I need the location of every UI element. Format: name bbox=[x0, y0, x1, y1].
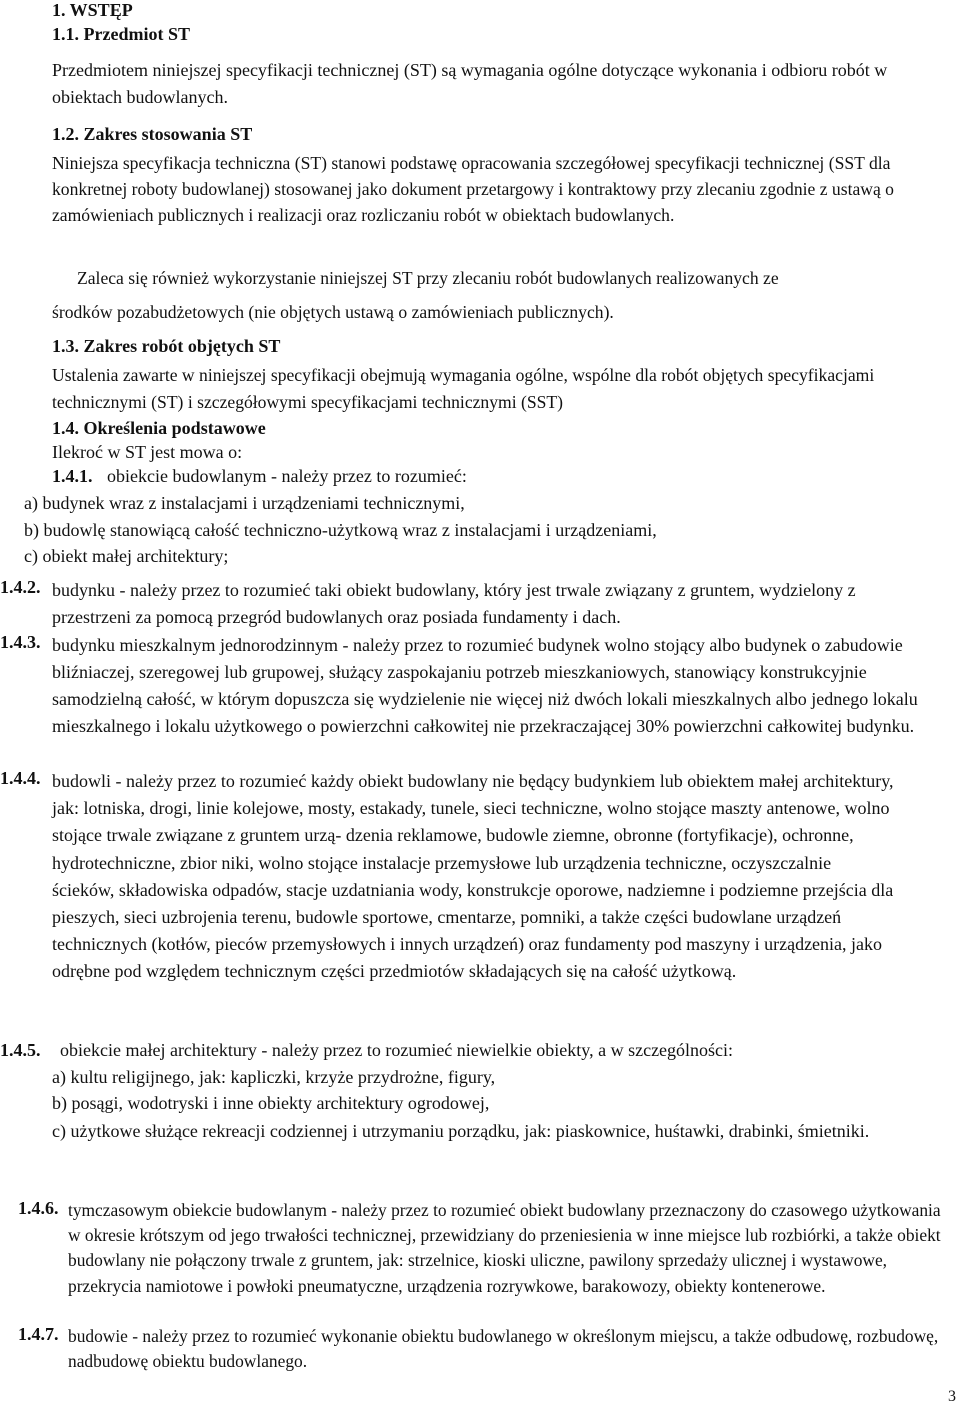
def-text-1-4-1: obiekcie budowlanym - należy przez to rozumieć: bbox=[107, 466, 467, 486]
def-text-1-4-5: obiekcie małej architektury - należy przez to rozumieć niewielkie obiekty, a w szczególności: bbox=[60, 1040, 734, 1060]
def-text-1-4-7: budowie - należy przez to rozumieć wykonanie obiektu budowlanego w określonym miejscu, a także odbudowę, rozbudowę, nadbudowę obiektu budowlanego. bbox=[68, 1326, 939, 1371]
paragraph-1-2b-line1: Zaleca się również wykorzystanie niniejszej ST przy zlecaniu robót budowlanych realizowanych ze bbox=[77, 268, 779, 288]
heading-1-2: 1.2. Zakres stosowania ST bbox=[52, 124, 253, 144]
def-1-4-5-item-b: b) posągi, wodotryski i inne obiekty architektury ogrodowej, bbox=[52, 1093, 490, 1113]
def-number-1-4-6: 1.4.6. bbox=[18, 1198, 59, 1218]
def-text-1-4-6: tymczasowym obiekcie budowlanym - należy przez to rozumieć obiekt budowlany przeznaczony do czasowego użytkowania w okresie krótszym od jego trwałości technicznej, przewidziany do przeniesienia w inne miejsce lub rozbiórki, a także obiekt budowlany nie połączony trwale z gruntem, jak: strzelnice, kioski uliczne, pawilony sprzedaży ulicznej i wystawowe, przekrycia namiotowe i powłoki pneumatyczne, urządzenia rozrywkowe, barakowozy, obiekty kontenerowe. bbox=[68, 1200, 941, 1296]
def-number-1-4-1: 1.4.1. bbox=[52, 466, 93, 486]
def-number-1-4-2: 1.4.2. bbox=[0, 577, 41, 597]
def-1-4-5-item-c: c) użytkowe służące rekreacji codziennej i utrzymaniu porządku, jak: piaskownice, huśtawki, drabinki, śmietniki. bbox=[52, 1121, 870, 1141]
def-number-1-4-4: 1.4.4. bbox=[0, 768, 41, 788]
def-number-1-4-5: 1.4.5. bbox=[0, 1040, 41, 1060]
paragraph-1-2b-line2: środków pozabudżetowych (nie objętych ustawą o zamówieniach publicznych). bbox=[52, 302, 614, 322]
heading-1-1: 1.1. Przedmiot ST bbox=[52, 24, 190, 44]
paragraph-1-1: Przedmiotem niniejszej specyfikacji technicznej (ST) są wymagania ogólne dotyczące wykonania i odbioru robót w obiektach budowlanych. bbox=[52, 60, 888, 107]
section-title: 1. WSTĘP bbox=[52, 0, 133, 20]
def-1-4-1-item-c: c) obiekt małej architektury; bbox=[24, 546, 229, 566]
paragraph-1-3: Ustalenia zawarte w niniejszej specyfikacji obejmują wymagania ogólne, wspólne dla robót objętych specyfikacjami technicznymi (ST) i szczegółowymi specyfikacjami technicznymi (SST) bbox=[52, 365, 875, 412]
def-1-4-5-item-a: a) kultu religijnego, jak: kapliczki, krzyże przydrożne, figury, bbox=[52, 1067, 496, 1087]
heading-1-3: 1.3. Zakres robót objętych ST bbox=[52, 336, 281, 356]
def-text-1-4-3: budynku mieszkalnym jednorodzinnym - należy przez to rozumieć budynek wolno stojący albo budynek o zabudowie bliźniaczej, szeregowej lub grupowej, służący zaspokajaniu potrzeb mieszkaniowych, stanowiący konstrukcyjnie samodzielną całość, w którym dopuszcza się wydzielenie nie więcej niż dwóch lokali mieszkalnych albo jednego lokalu mieszkalnego i lokalu użytkowego o powierzchni całkowitej nie przekraczającej 30% powierzchni całkowitej budynku. bbox=[52, 635, 918, 736]
def-number-1-4-3: 1.4.3. bbox=[0, 632, 41, 652]
heading-1-4: 1.4. Określenia podstawowe bbox=[52, 418, 266, 438]
paragraph-1-4: Ilekroć w ST jest mowa o: bbox=[52, 442, 243, 462]
def-1-4-1-item-a: a) budynek wraz z instalacjami i urządzeniami technicznymi, bbox=[24, 493, 465, 513]
paragraph-1-2: Niniejsza specyfikacja techniczna (ST) stanowi podstawę opracowania szczegółowej specyfikacji technicznej (SST dla konkretnej roboty budowlanej) stosowanej jako dokument przetargowy i kontraktowy przy zlecaniu zgodnie z ustawą o zamówieniach publicznych i realizacji oraz rozliczaniu robót w obiektach budowlanych. bbox=[52, 153, 894, 225]
page-number: 3 bbox=[948, 1388, 956, 1405]
def-text-1-4-4: budowli - należy przez to rozumieć każdy obiekt budowlany nie będący budynkiem lub obiektem małej architektury, jak: lotniska, drogi, linie kolejowe, mosty, estakady, tunele, sieci techniczne, wolno stojące maszty antenowe, wolno stojące trwale związane z gruntem urzą- dzenia reklamowe, budowle ziemne, obronne (fortyfikacje), ochronne, hydrotechniczne, zbior niki, wolno stojące instalacje przemysłowe lub urządzenia techniczne, oczyszczalnie ścieków, składowiska odpadów, stacje uzdatniania wody, konstrukcje oporowe, nadziemne i podziemne przejścia dla pieszych, sieci uzbrojenia terenu, budowle sportowe, cmentarze, pomniki, a także części budowlane urządzeń technicznych (kotłów, pieców przemysłowych i innych urządzeń) oraz fundamenty pod maszyny i urządzenia, jako odrębne pod względem technicznym części przedmiotów składających się na całość użytkową. bbox=[52, 771, 894, 982]
def-1-4-1-item-b: b) budowlę stanowiącą całość techniczno-użytkową wraz z instalacjami i urządzeniami, bbox=[24, 520, 657, 540]
def-text-1-4-2: budynku - należy przez to rozumieć taki obiekt budowlany, który jest trwale związany z gruntem, wydzielony z przestrzeni za pomocą przegród budowlanych oraz posiada fundamenty i dach. bbox=[52, 580, 856, 627]
def-number-1-4-7: 1.4.7. bbox=[18, 1324, 59, 1344]
